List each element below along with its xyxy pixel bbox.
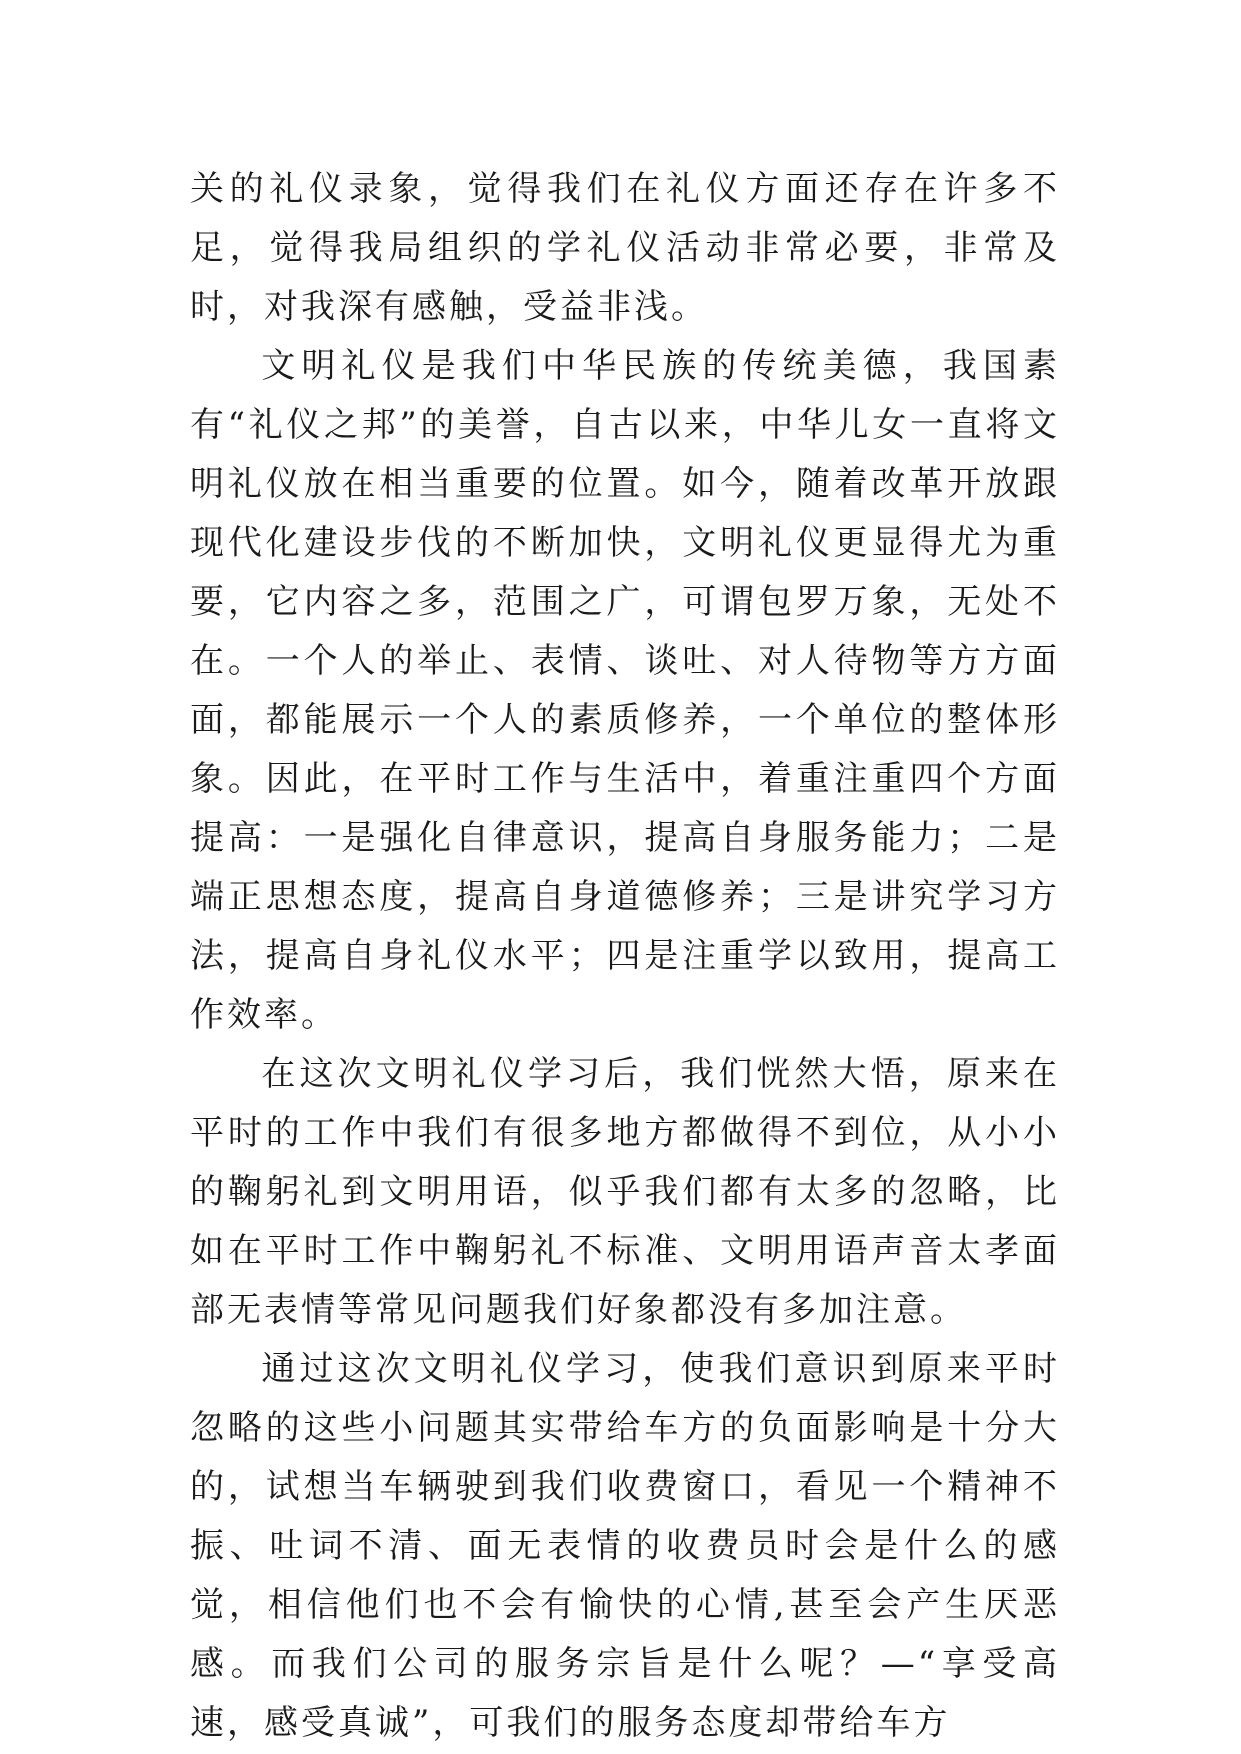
paragraph-1: 关的礼仪录象，觉得我们在礼仪方面还存在许多不足，觉得我局组织的学礼仪活动非常必要，非常及时，对我深有感触，受益非浅。 [190,169,1060,327]
paragraph-4: 通过这次文明礼仪学习，使我们意识到原来平时忽略的这些小问题其实带给车方的负面影响是十分大的，试想当车辆驶到我们收费窗口，看见一个精神不振、吐词不清、面无表情的收费员时会是什么的感觉，相信他们也不会有愉快的心情,甚至会产生厌恶感。而我们公司的服务宗旨是什么呢？—“享受高速，感受真诚”，可我们的服务态度却带给车方 [190,1349,1060,1743]
paragraph-3: 在这次文明礼仪学习后，我们恍然大悟，原来在平时的工作中我们有很多地方都做得不到位，从小小的鞠躬礼到文明用语，似乎我们都有太多的忽略，比如在平时工作中鞠躬礼不标准、文明用语声音太孝面部无表情等常见问题我们好象都没有多加注意。 [190,1054,1060,1330]
document-body [190,160,1060,1753]
paragraph-2: 文明礼仪是我们中华民族的传统美德，我国素有“礼仪之邦”的美誉，自古以来，中华儿女一直将文明礼仪放在相当重要的位置。如今，随着改革开放跟现代化建设步伐的不断加快，文明礼仪更显得尤为重要，它内容之多，范围之广，可谓包罗万象，无处不在。一个人的举止、表情、谈吐、对人待物等方方面面，都能展示一个人的素质修养，一个单位的整体形象。因此，在平时工作与生活中，着重注重四个方面提高：一是强化自律意识，提高自身服务能力；二是端正思想态度，提高自身道德修养；三是讲究学习方法，提高自身礼仪水平；四是注重学以致用，提高工作效率。 [190,346,1060,1035]
